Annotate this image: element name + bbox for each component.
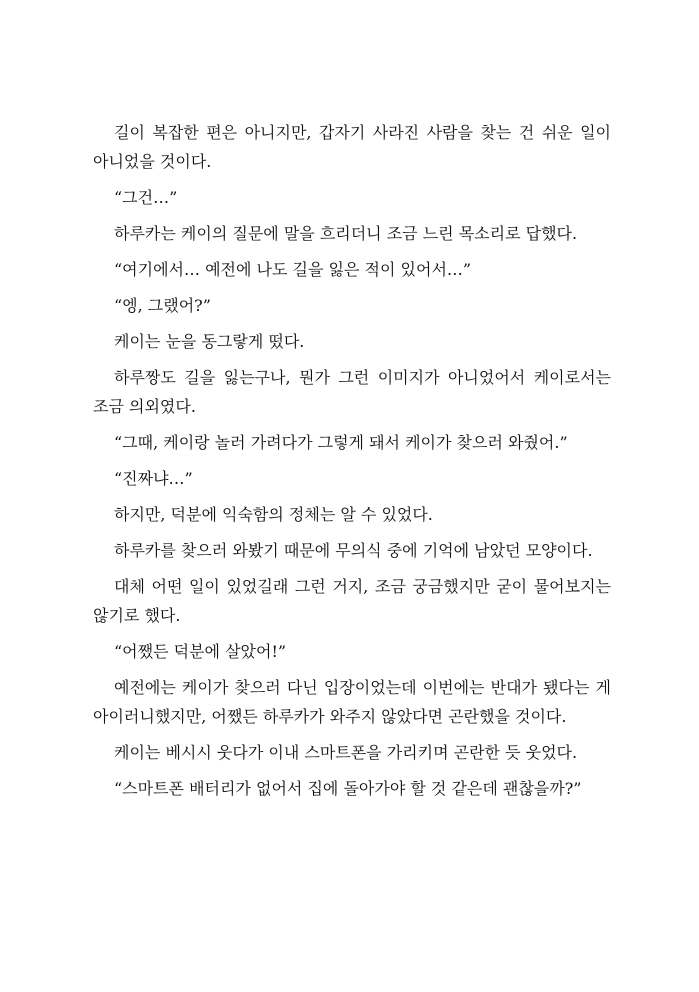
paragraph: “그때, 케이랑 놀러 가려다가 그렇게 돼서 케이가 찾으러 와줬어.” [114, 433, 568, 452]
text-body [93, 118, 611, 810]
paragraph: 예전에는 케이가 찾으러 다닌 입장이었는데 이번에는 반대가 됐다는 게 아이러니했지만, 어쨌든 하루카가 와주지 않았다면 곤란했을 것이다. [93, 678, 611, 726]
paragraph: “스마트폰 배터리가 없어서 집에 돌아가야 할 것 같은데 괜찮을까?” [114, 779, 582, 798]
paragraph: 하루카를 찾으러 와봤기 때문에 무의식 중에 기억에 남았던 모양이다. [114, 541, 593, 560]
paragraph: “엥, 그랬어?” [114, 296, 211, 315]
paragraph: 길이 복잡한 편은 아니지만, 갑자기 사라진 사람을 찾는 건 쉬운 일이 아니었을 것이다. [93, 123, 611, 171]
paragraph: “진짜냐…” [114, 469, 193, 488]
paragraph: 대체 어떤 일이 있었길래 그런 거지, 조금 궁금했지만 굳이 물어보지는 않기로 했다. [93, 577, 611, 625]
paragraph: 케이는 눈을 동그랗게 떴다. [114, 332, 305, 351]
paragraph: 하루짱도 길을 잃는구나, 뭔가 그런 이미지가 아니었어서 케이로서는 조금 의외였다. [93, 368, 611, 416]
paragraph: “여기에서… 예전에 나도 길을 잃은 적이 있어서…” [114, 260, 472, 279]
paragraph: 케이는 베시시 웃다가 이내 스마트폰을 가리키며 곤란한 듯 웃었다. [114, 743, 578, 762]
paragraph: 하루카는 케이의 질문에 말을 흐리더니 조금 느린 목소리로 답했다. [114, 224, 578, 243]
paragraph: 하지만, 덕분에 익숙함의 정체는 알 수 있었다. [114, 505, 433, 524]
paragraph: “그건…” [114, 188, 178, 207]
paragraph: “어쨌든 덕분에 살았어!” [114, 642, 287, 661]
